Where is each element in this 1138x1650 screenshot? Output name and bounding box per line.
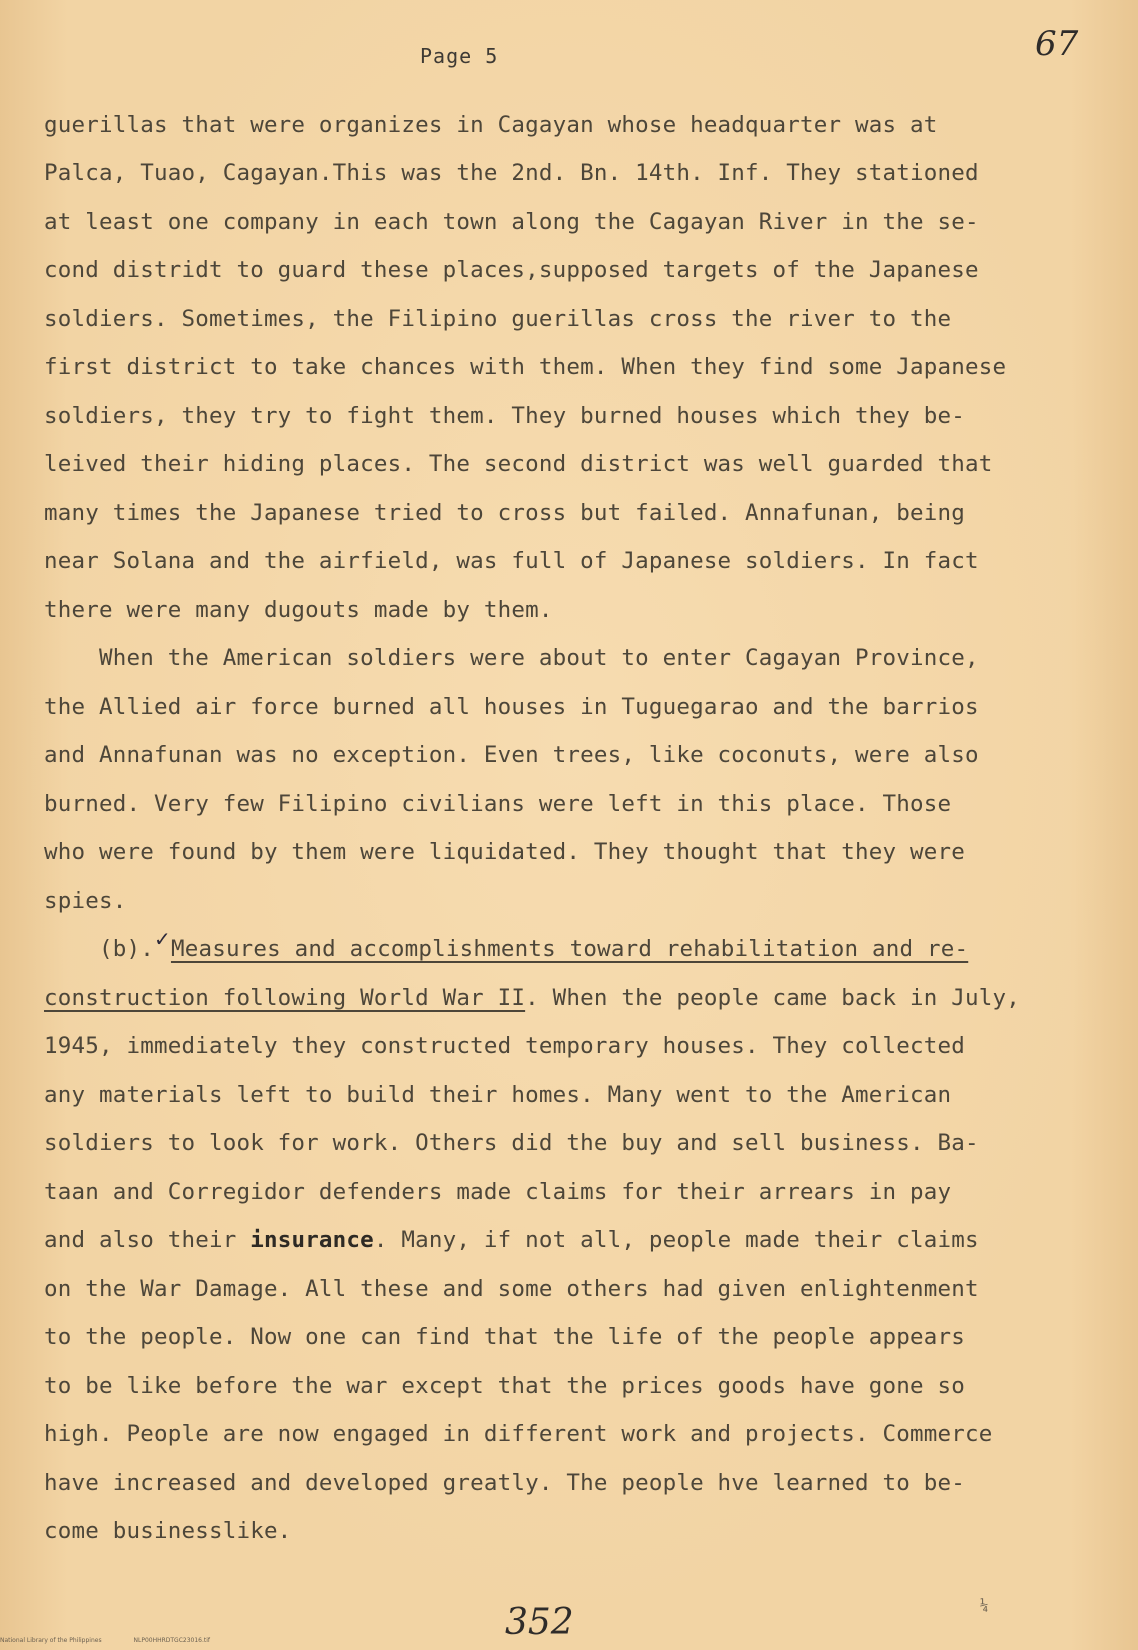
text-line xyxy=(44,1225,979,1255)
section-b-heading-line-2 xyxy=(44,983,1020,1013)
text-line: burned. Very few Filipino civilians were left in this place. Those xyxy=(44,791,952,817)
library-name: National Library of the Philippines xyxy=(0,1637,102,1644)
text-line: soldiers, they try to fight them. They burned houses which they be- xyxy=(44,403,965,429)
text-line: have increased and developed greatly. The people hve learned to be- xyxy=(44,1470,965,1496)
text-line: Palca, Tuao, Cagayan.This was the 2nd. Bn. 14th. Inf. They stationed xyxy=(44,160,979,186)
text-line: there were many dugouts made by them. xyxy=(44,597,553,623)
text-line: to be like before the war except that the prices goods have gone so xyxy=(44,1373,965,1399)
scan-footer xyxy=(0,1637,240,1644)
section-b-heading: Measures and accomplishments toward rehabilitation and re- xyxy=(170,936,969,962)
text-line: come businesslike. xyxy=(44,1518,292,1544)
section-b-prefix: (b). xyxy=(44,936,154,962)
text-line: soldiers. Sometimes, the Filipino guerillas cross the river to the xyxy=(44,306,952,332)
check-mark-icon: ✓ xyxy=(153,927,171,951)
text-line: first district to take chances with them. When they find some Japanese xyxy=(44,354,1007,380)
handwritten-folio-number: 67 xyxy=(1035,24,1079,64)
text-line: high. People are now engaged in different work and projects. Commerce xyxy=(44,1421,993,1447)
file-code: NLP00HHRDTGC23016.tif xyxy=(133,1637,211,1644)
text-line: who were found by them were liquidated. They thought that they were xyxy=(44,839,965,865)
text-line: leived their hiding places. The second district was well guarded that xyxy=(44,451,993,477)
text-line: guerillas that were organizes in Cagayan whose headquarter was at xyxy=(44,112,938,138)
section-b-text: . When the people came back in July, xyxy=(525,985,1020,1011)
text-fragment: and also their xyxy=(44,1227,251,1253)
handwritten-page-number: 352 xyxy=(505,1602,574,1643)
text-line: near Solana and the airfield, was full of Japanese soldiers. In fact xyxy=(44,548,979,574)
text-line: taan and Corregidor defenders made claims for their arrears in pay xyxy=(44,1179,952,1205)
text-line: 1945, immediately they constructed temporary houses. They collected xyxy=(44,1033,965,1059)
text-fragment: . Many, if not all, people made their claims xyxy=(373,1227,979,1253)
text-line: at least one company in each town along the Cagayan River in the se- xyxy=(44,209,979,235)
text-line: soldiers to look for work. Others did the buy and sell business. Ba- xyxy=(44,1130,979,1156)
bold-word: insurance xyxy=(250,1227,374,1253)
small-mark: ¼ xyxy=(980,1598,989,1614)
text-line: and Annafunan was no exception. Even trees, like coconuts, were also xyxy=(44,742,979,768)
page-label: Page 5 xyxy=(420,44,499,68)
text-line: to the people. Now one can find that the life of the people appears xyxy=(44,1324,965,1350)
section-b-heading-line xyxy=(44,927,969,964)
text-line: any materials left to build their homes. Many went to the American xyxy=(44,1082,952,1108)
text-line: many times the Japanese tried to cross but failed. Annafunan, being xyxy=(44,500,965,526)
paragraph-start-line: When the American soldiers were about to enter Cagayan Province, xyxy=(44,645,979,671)
text-line: on the War Damage. All these and some others had given enlightenment xyxy=(44,1276,979,1302)
text-line: cond distridt to guard these places,supposed targets of the Japanese xyxy=(44,257,979,283)
text-line: the Allied air force burned all houses in Tuguegarao and the barrios xyxy=(44,694,979,720)
text-line: spies. xyxy=(44,888,127,914)
section-b-heading-continued: construction following World War II xyxy=(44,985,526,1011)
